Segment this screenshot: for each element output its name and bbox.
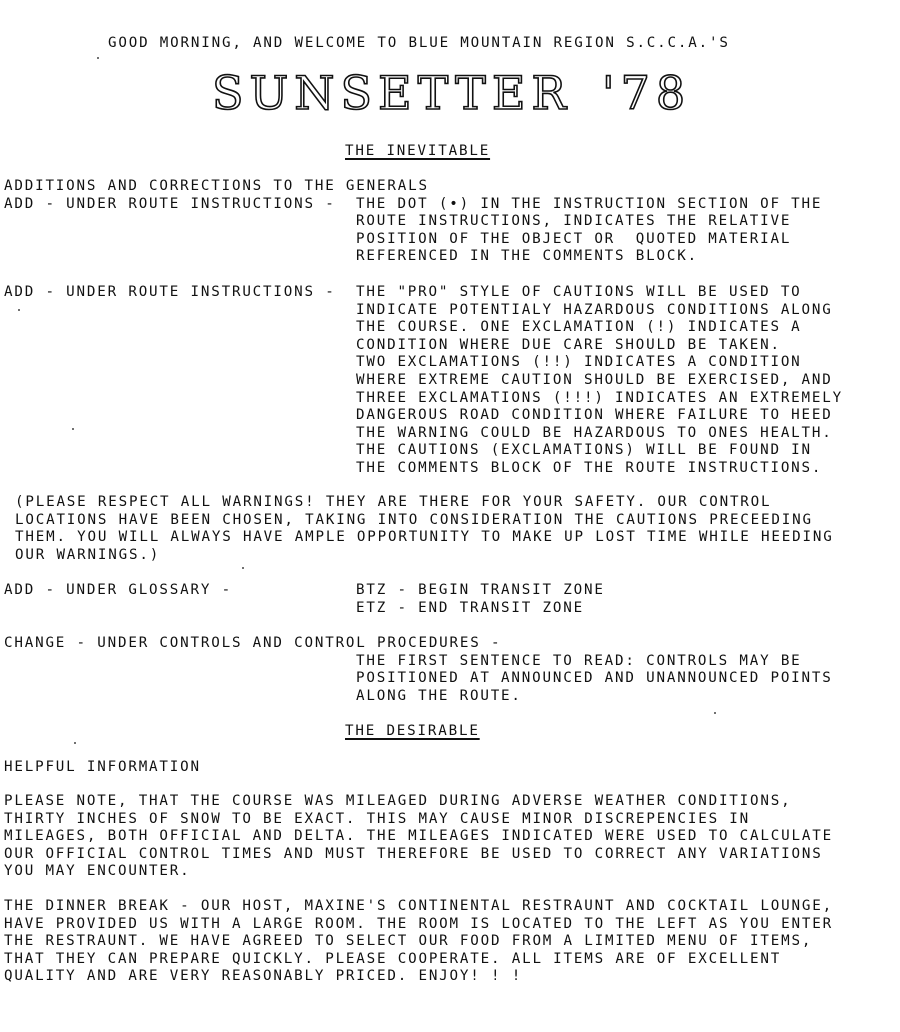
paragraph-line: THE RESTRAUNT. WE HAVE AGREED TO SELECT OUR FOOD FROM A LIMITED MENU OF ITEMS, — [4, 933, 813, 950]
paragraph-line: HAVE PROVIDED US WITH A LARGE ROOM. THE ROOM IS LOCATED TO THE LEFT AS YOU ENTER — [4, 915, 833, 932]
additions-intro: ADDITIONS AND CORRECTIONS TO THE GENERALS — [4, 178, 429, 194]
scan-speck — [97, 57, 99, 59]
paragraph-line: THAT THEY CAN PREPARE QUICKLY. PLEASE COOPERATE. ALL ITEMS ARE OF EXCELLENT — [4, 950, 782, 967]
body-line: THE COURSE. ONE EXCLAMATION (!) INDICATES A — [356, 319, 802, 336]
paragraph-line: OUR OFFICIAL CONTROL TIMES AND MUST THEREFORE BE USED TO CORRECT ANY VARIATIONS — [4, 845, 823, 862]
body-line: POSITIONED AT ANNOUNCED AND UNANNOUNCED POINTS — [356, 670, 833, 687]
body-line: THE DOT (•) IN THE INSTRUCTION SECTION OF THE — [356, 195, 823, 212]
scan-speck — [74, 742, 76, 744]
note-line: THEM. YOU WILL ALWAYS HAVE AMPLE OPPORTUNITY TO MAKE UP LOST TIME WHILE HEEDING — [15, 529, 834, 546]
scan-speck — [72, 428, 74, 430]
paragraph-line: PLEASE NOTE, THAT THE COURSE WAS MILEAGED DURING ADVERSE WEATHER CONDITIONS, — [4, 793, 792, 809]
body-line: REFERENCED IN THE COMMENTS BLOCK. — [356, 248, 698, 265]
scan-speck — [714, 712, 716, 714]
dinner-break-paragraph — [4, 898, 833, 986]
body-line: THE "PRO" STYLE OF CAUTIONS WILL BE USED TO — [356, 284, 802, 300]
body-line: THE FIRST SENTENCE TO READ: CONTROLS MAY BE — [356, 652, 802, 669]
note-line: LOCATIONS HAVE BEEN CHOSEN, TAKING INTO CONSIDERATION THE CAUTIONS PRECEEDING — [15, 511, 813, 528]
note-line: (PLEASE RESPECT ALL WARNINGS! THEY ARE THERE FOR YOUR SAFETY. OUR CONTROL — [15, 494, 772, 510]
body-line: DANGEROUS ROAD CONDITION WHERE FAILURE TO HEED — [356, 407, 833, 424]
event-year: '78 — [602, 66, 692, 120]
glossary-body — [356, 582, 605, 617]
warning-note — [15, 494, 834, 564]
body-line: THE WARNING COULD BE HAZARDOUS TO ONES HEALTH. — [356, 424, 833, 441]
glossary-term: ETZ - END TRANSIT ZONE — [356, 599, 584, 616]
body-line: TWO EXCLAMATIONS (!!) INDICATES A CONDITION — [356, 354, 802, 371]
scan-speck — [242, 567, 244, 569]
entry-label-route-dot: ADD - UNDER ROUTE INSTRUCTIONS - — [4, 195, 336, 212]
body-line: THE CAUTIONS (EXCLAMATIONS) WILL BE FOUND IN — [356, 442, 812, 459]
section-heading-inevitable: THE INEVITABLE — [345, 143, 491, 159]
greeting-line: GOOD MORNING, AND WELCOME TO BLUE MOUNTAIN REGION S.C.C.A.'S — [108, 35, 730, 51]
glossary-term: BTZ - BEGIN TRANSIT ZONE — [356, 582, 605, 598]
body-line: WHERE EXTREME CAUTION SHOULD BE EXERCISED, AND — [356, 371, 833, 388]
paragraph-line: YOU MAY ENCOUNTER. — [4, 863, 191, 880]
paragraph-line: THE DINNER BREAK - OUR HOST, MAXINE'S CONTINENTAL RESTRAUNT AND COCKTAIL LOUNGE, — [4, 898, 833, 914]
body-line: ROUTE INSTRUCTIONS, INDICATES THE RELATIVE — [356, 213, 792, 230]
change-body — [356, 653, 833, 706]
paragraph-line: QUALITY AND ARE VERY REASONABLY PRICED. ENJOY! ! ! — [4, 968, 523, 985]
body-line: THREE EXCLAMATIONS (!!!) INDICATES AN EXTREMELY — [356, 389, 843, 406]
section-heading-desirable: THE DESIRABLE — [345, 723, 480, 739]
glossary-label: ADD - UNDER GLOSSARY - — [4, 582, 232, 598]
body-line: POSITION OF THE OBJECT OR QUOTED MATERIAL — [356, 230, 792, 247]
body-line: ALONG THE ROUTE. — [356, 687, 522, 704]
paragraph-line: THIRTY INCHES OF SNOW TO BE EXACT. THIS MAY CAUSE MINOR DISCREPENCIES IN — [4, 810, 751, 827]
scan-speck — [18, 309, 20, 311]
entry-body-cautions — [356, 284, 843, 478]
mileage-paragraph — [4, 793, 833, 881]
helpful-information-heading: HELPFUL INFORMATION — [4, 759, 201, 775]
entry-label-cautions: ADD - UNDER ROUTE INSTRUCTIONS - — [4, 284, 336, 300]
entry-body-route-dot — [356, 196, 822, 266]
body-line: INDICATE POTENTIALY HAZARDOUS CONDITIONS ALONG — [356, 301, 833, 318]
paragraph-line: MILEAGES, BOTH OFFICIAL AND DELTA. THE MILEAGES INDICATED WERE USED TO CALCULATE — [4, 828, 833, 845]
note-line: OUR WARNINGS.) — [15, 546, 161, 563]
event-title: SUNSETTER — [212, 66, 573, 120]
body-line: CONDITION WHERE DUE CARE SHOULD BE TAKEN. — [356, 336, 781, 353]
change-label: CHANGE - UNDER CONTROLS AND CONTROL PROCEDURES - — [4, 635, 502, 651]
body-line: THE COMMENTS BLOCK OF THE ROUTE INSTRUCTIONS. — [356, 459, 823, 476]
